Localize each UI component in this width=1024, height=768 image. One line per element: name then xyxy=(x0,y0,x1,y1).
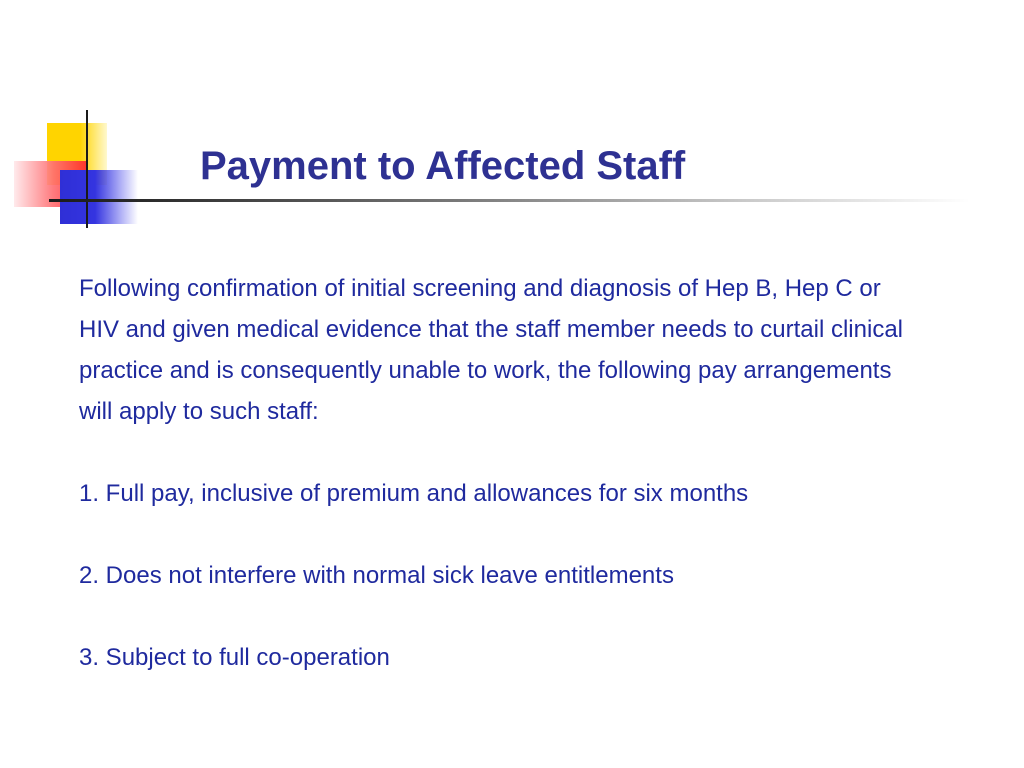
list-item-co-operation: 3. Subject to full co-operation xyxy=(79,644,390,671)
vertical-rule xyxy=(86,110,88,228)
list-item-full-pay: 1. Full pay, inclusive of premium and allowances for six months xyxy=(79,480,749,507)
title-underline-rule xyxy=(49,199,970,202)
decorative-squares-logo xyxy=(0,0,140,240)
slide-title: Payment to Affected Staff xyxy=(200,144,686,188)
intro-paragraph: Following confirmation of initial screening and diagnosis of Hep B, Hep C or HIV and given medical evidence that the staff member needs to curtail clinical practice and is consequently unable to work, the following pay arrangements will apply to such staff: xyxy=(79,275,903,425)
list-item-sick-leave: 2. Does not interfere with normal sick leave entitlements xyxy=(79,562,674,589)
blue-square-decoration xyxy=(60,170,138,224)
slide-body xyxy=(79,268,959,678)
